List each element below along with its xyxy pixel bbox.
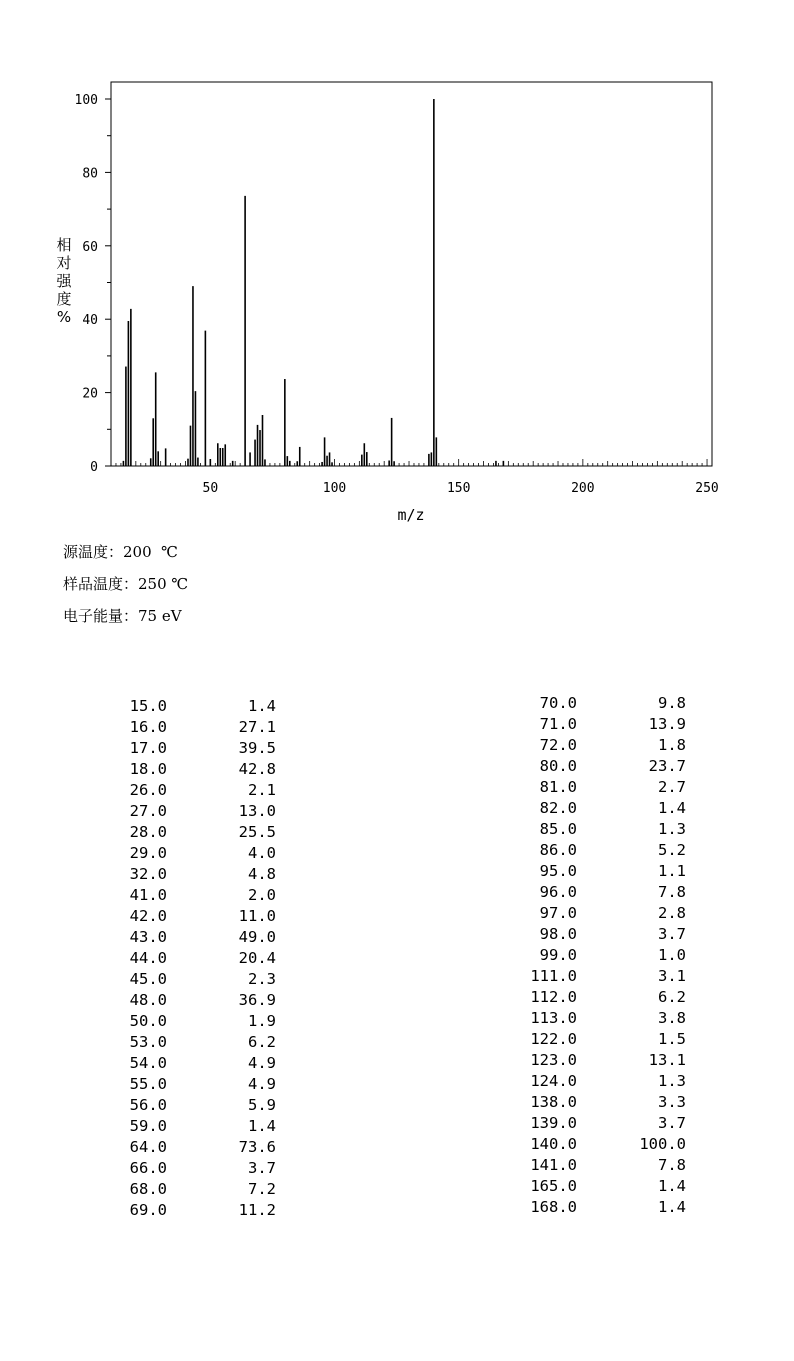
peak-mz: 55.0 <box>129 1075 167 1093</box>
peak-mz: 56.0 <box>129 1096 167 1114</box>
peak-mz: 27.0 <box>129 802 167 820</box>
y-tick-label: 20 <box>82 386 98 402</box>
peak-mz: 99.0 <box>539 946 577 964</box>
y-axis-label-char: % <box>56 308 72 326</box>
x-tick-label: 200 <box>571 481 595 496</box>
peak-intensity: 2.0 <box>248 886 276 904</box>
peak-row <box>510 1177 700 1198</box>
x-tick-label: 50 <box>202 481 219 496</box>
y-tick-label: 60 <box>82 239 98 255</box>
peak-row <box>510 925 700 946</box>
peak-mz: 113.0 <box>530 1009 577 1027</box>
peak-mz: 85.0 <box>539 820 577 838</box>
source-temperature: 源温度：200 ℃ <box>63 543 178 561</box>
peak-row <box>100 1075 290 1096</box>
peak-mz: 71.0 <box>539 715 577 733</box>
peak-intensity: 1.0 <box>658 946 686 964</box>
peak-intensity: 4.0 <box>248 844 276 862</box>
peak-intensity: 1.4 <box>658 799 686 817</box>
peak-intensity: 2.7 <box>658 778 686 796</box>
peak-intensity: 6.2 <box>658 988 686 1006</box>
peak-intensity: 4.9 <box>248 1054 276 1072</box>
peak-row <box>510 1135 700 1156</box>
peak-row <box>510 988 700 1009</box>
peak-row <box>100 865 290 886</box>
peak-mz: 72.0 <box>539 736 577 754</box>
peak-row <box>100 760 290 781</box>
peak-mz: 43.0 <box>129 928 167 946</box>
peak-intensity: 49.0 <box>238 928 276 946</box>
peak-intensity: 3.3 <box>658 1093 686 1111</box>
peak-intensity: 1.4 <box>248 697 276 715</box>
peak-row <box>510 736 700 757</box>
peak-row <box>510 757 700 778</box>
peak-row <box>100 970 290 991</box>
peak-intensity: 3.1 <box>658 967 686 985</box>
peak-mz: 70.0 <box>539 694 577 712</box>
peak-mz: 59.0 <box>129 1117 167 1135</box>
peak-mz: 122.0 <box>530 1030 577 1048</box>
peak-row <box>100 928 290 949</box>
peak-row <box>100 991 290 1012</box>
peak-intensity: 9.8 <box>658 694 686 712</box>
peak-mz: 54.0 <box>129 1054 167 1072</box>
peak-mz: 141.0 <box>530 1156 577 1174</box>
x-tick-label: 100 <box>322 481 347 496</box>
peak-intensity: 39.5 <box>238 739 276 757</box>
peak-intensity: 1.3 <box>658 1072 686 1090</box>
peak-mz: 64.0 <box>129 1138 167 1156</box>
peak-intensity: 11.0 <box>238 907 276 925</box>
peak-mz: 165.0 <box>530 1177 577 1195</box>
peak-row <box>510 1030 700 1051</box>
peak-row <box>510 862 700 883</box>
peak-mz: 45.0 <box>129 970 167 988</box>
sample-temperature: 样品温度：250 ℃ <box>63 575 189 593</box>
peak-row <box>510 1051 700 1072</box>
x-axis-ticks <box>111 459 719 496</box>
peak-row <box>510 1072 700 1093</box>
peak-mz: 15.0 <box>129 697 167 715</box>
peak-intensity: 20.4 <box>238 949 276 967</box>
peak-row <box>510 1198 700 1219</box>
peak-intensity: 13.1 <box>648 1051 686 1069</box>
peak-mz: 69.0 <box>129 1201 167 1219</box>
peak-intensity: 3.7 <box>248 1159 276 1177</box>
peak-row <box>100 1201 290 1222</box>
x-tick-label: 250 <box>695 481 719 496</box>
peak-row <box>510 1114 700 1135</box>
electron-energy: 电子能量：75 eV <box>63 607 182 625</box>
peak-row <box>510 1156 700 1177</box>
y-tick-label: 80 <box>82 166 98 182</box>
peak-mz: 53.0 <box>129 1033 167 1051</box>
peak-row <box>510 883 700 904</box>
peak-row <box>100 739 290 760</box>
peak-mz: 48.0 <box>129 991 167 1009</box>
peak-mz: 139.0 <box>530 1114 577 1132</box>
peak-intensity: 5.9 <box>248 1096 276 1114</box>
peak-intensity: 5.2 <box>658 841 686 859</box>
peak-intensity: 1.9 <box>248 1012 276 1030</box>
peak-row <box>100 907 290 928</box>
peak-mz: 44.0 <box>129 949 167 967</box>
peak-row <box>100 781 290 802</box>
peak-intensity: 1.4 <box>248 1117 276 1135</box>
peak-mz: 28.0 <box>129 823 167 841</box>
peak-mz: 86.0 <box>539 841 577 859</box>
peak-intensity: 36.9 <box>238 991 276 1009</box>
peak-mz: 138.0 <box>530 1093 577 1111</box>
y-axis-ticks <box>75 93 111 475</box>
peak-intensity: 3.7 <box>658 925 686 943</box>
peak-mz: 95.0 <box>539 862 577 880</box>
peak-mz: 111.0 <box>530 967 577 985</box>
y-axis-label <box>56 236 72 326</box>
peak-intensity: 1.4 <box>658 1198 686 1216</box>
peak-intensity: 25.5 <box>238 823 276 841</box>
peak-intensity: 23.7 <box>648 757 686 775</box>
peak-row <box>100 718 290 739</box>
peak-mz: 123.0 <box>530 1051 577 1069</box>
peak-row <box>510 694 700 715</box>
mass-spectrum-chart <box>0 0 794 530</box>
peak-mz: 50.0 <box>129 1012 167 1030</box>
peak-mz: 29.0 <box>129 844 167 862</box>
peak-row <box>100 1033 290 1054</box>
peak-mz: 97.0 <box>539 904 577 922</box>
peak-intensity: 1.8 <box>658 736 686 754</box>
peak-intensity: 2.3 <box>248 970 276 988</box>
peak-intensity: 13.9 <box>648 715 686 733</box>
peak-row <box>510 820 700 841</box>
peak-mz: 98.0 <box>539 925 577 943</box>
y-axis-label-char: 强 <box>56 272 72 290</box>
peak-mz: 112.0 <box>530 988 577 1006</box>
peak-row <box>510 1009 700 1030</box>
peak-row <box>100 949 290 970</box>
peak-row <box>510 904 700 925</box>
peak-intensity: 11.2 <box>238 1201 276 1219</box>
peak-intensity: 4.9 <box>248 1075 276 1093</box>
peak-intensity: 27.1 <box>238 718 276 736</box>
peak-row <box>100 823 290 844</box>
peak-row <box>100 1012 290 1033</box>
peak-intensity: 3.7 <box>658 1114 686 1132</box>
peak-mz: 32.0 <box>129 865 167 883</box>
peak-row <box>510 799 700 820</box>
peak-row <box>510 778 700 799</box>
peak-mz: 17.0 <box>129 739 167 757</box>
peak-intensity: 1.1 <box>658 862 686 880</box>
peak-row <box>510 967 700 988</box>
x-axis-label: m/z <box>397 506 425 524</box>
peak-row <box>100 886 290 907</box>
peak-intensity: 4.8 <box>248 865 276 883</box>
x-tick-label: 150 <box>446 481 471 496</box>
peak-mz: 81.0 <box>539 778 577 796</box>
peak-intensity: 7.8 <box>658 883 686 901</box>
peak-row <box>100 1054 290 1075</box>
peak-row <box>510 841 700 862</box>
peak-row <box>100 1180 290 1201</box>
y-axis-label-char: 对 <box>56 254 72 272</box>
peak-intensity: 100.0 <box>639 1135 686 1153</box>
peak-intensity: 1.5 <box>658 1030 686 1048</box>
peak-intensity: 1.4 <box>658 1177 686 1195</box>
peak-mz: 80.0 <box>539 757 577 775</box>
peak-row <box>510 946 700 967</box>
plot-frame <box>111 82 712 466</box>
peak-mz: 168.0 <box>530 1198 577 1216</box>
peak-row <box>100 1096 290 1117</box>
peak-intensity: 2.1 <box>248 781 276 799</box>
peak-table-left <box>100 697 290 1222</box>
peak-row <box>100 1117 290 1138</box>
y-tick-label: 0 <box>90 460 98 475</box>
peak-intensity: 42.8 <box>238 760 276 778</box>
peak-intensity: 13.0 <box>238 802 276 820</box>
peak-mz: 66.0 <box>129 1159 167 1177</box>
peak-row <box>100 1138 290 1159</box>
peak-table-right <box>510 694 700 1219</box>
peak-intensity: 6.2 <box>248 1033 276 1051</box>
y-tick-label: 40 <box>82 313 98 329</box>
peak-mz: 140.0 <box>530 1135 577 1153</box>
peak-row <box>100 1159 290 1180</box>
peak-mz: 124.0 <box>530 1072 577 1090</box>
peak-intensity: 73.6 <box>238 1138 276 1156</box>
peak-intensity: 7.2 <box>248 1180 276 1198</box>
peak-row <box>510 715 700 736</box>
peak-row <box>100 844 290 865</box>
peak-mz: 96.0 <box>539 883 577 901</box>
peak-mz: 18.0 <box>129 760 167 778</box>
peak-row <box>100 697 290 718</box>
peak-row <box>510 1093 700 1114</box>
peak-intensity: 1.3 <box>658 820 686 838</box>
peak-mz: 26.0 <box>129 781 167 799</box>
spectrum-bars <box>123 99 503 466</box>
peak-mz: 82.0 <box>539 799 577 817</box>
peak-intensity: 3.8 <box>658 1009 686 1027</box>
y-axis-label-char: 相 <box>56 236 72 254</box>
peak-mz: 16.0 <box>129 718 167 736</box>
peak-mz: 42.0 <box>129 907 167 925</box>
y-tick-label: 100 <box>74 93 98 108</box>
peak-mz: 68.0 <box>129 1180 167 1198</box>
peak-intensity: 2.8 <box>658 904 686 922</box>
peak-mz: 41.0 <box>129 886 167 904</box>
peak-intensity: 7.8 <box>658 1156 686 1174</box>
y-axis-label-char: 度 <box>56 290 72 308</box>
peak-row <box>100 802 290 823</box>
